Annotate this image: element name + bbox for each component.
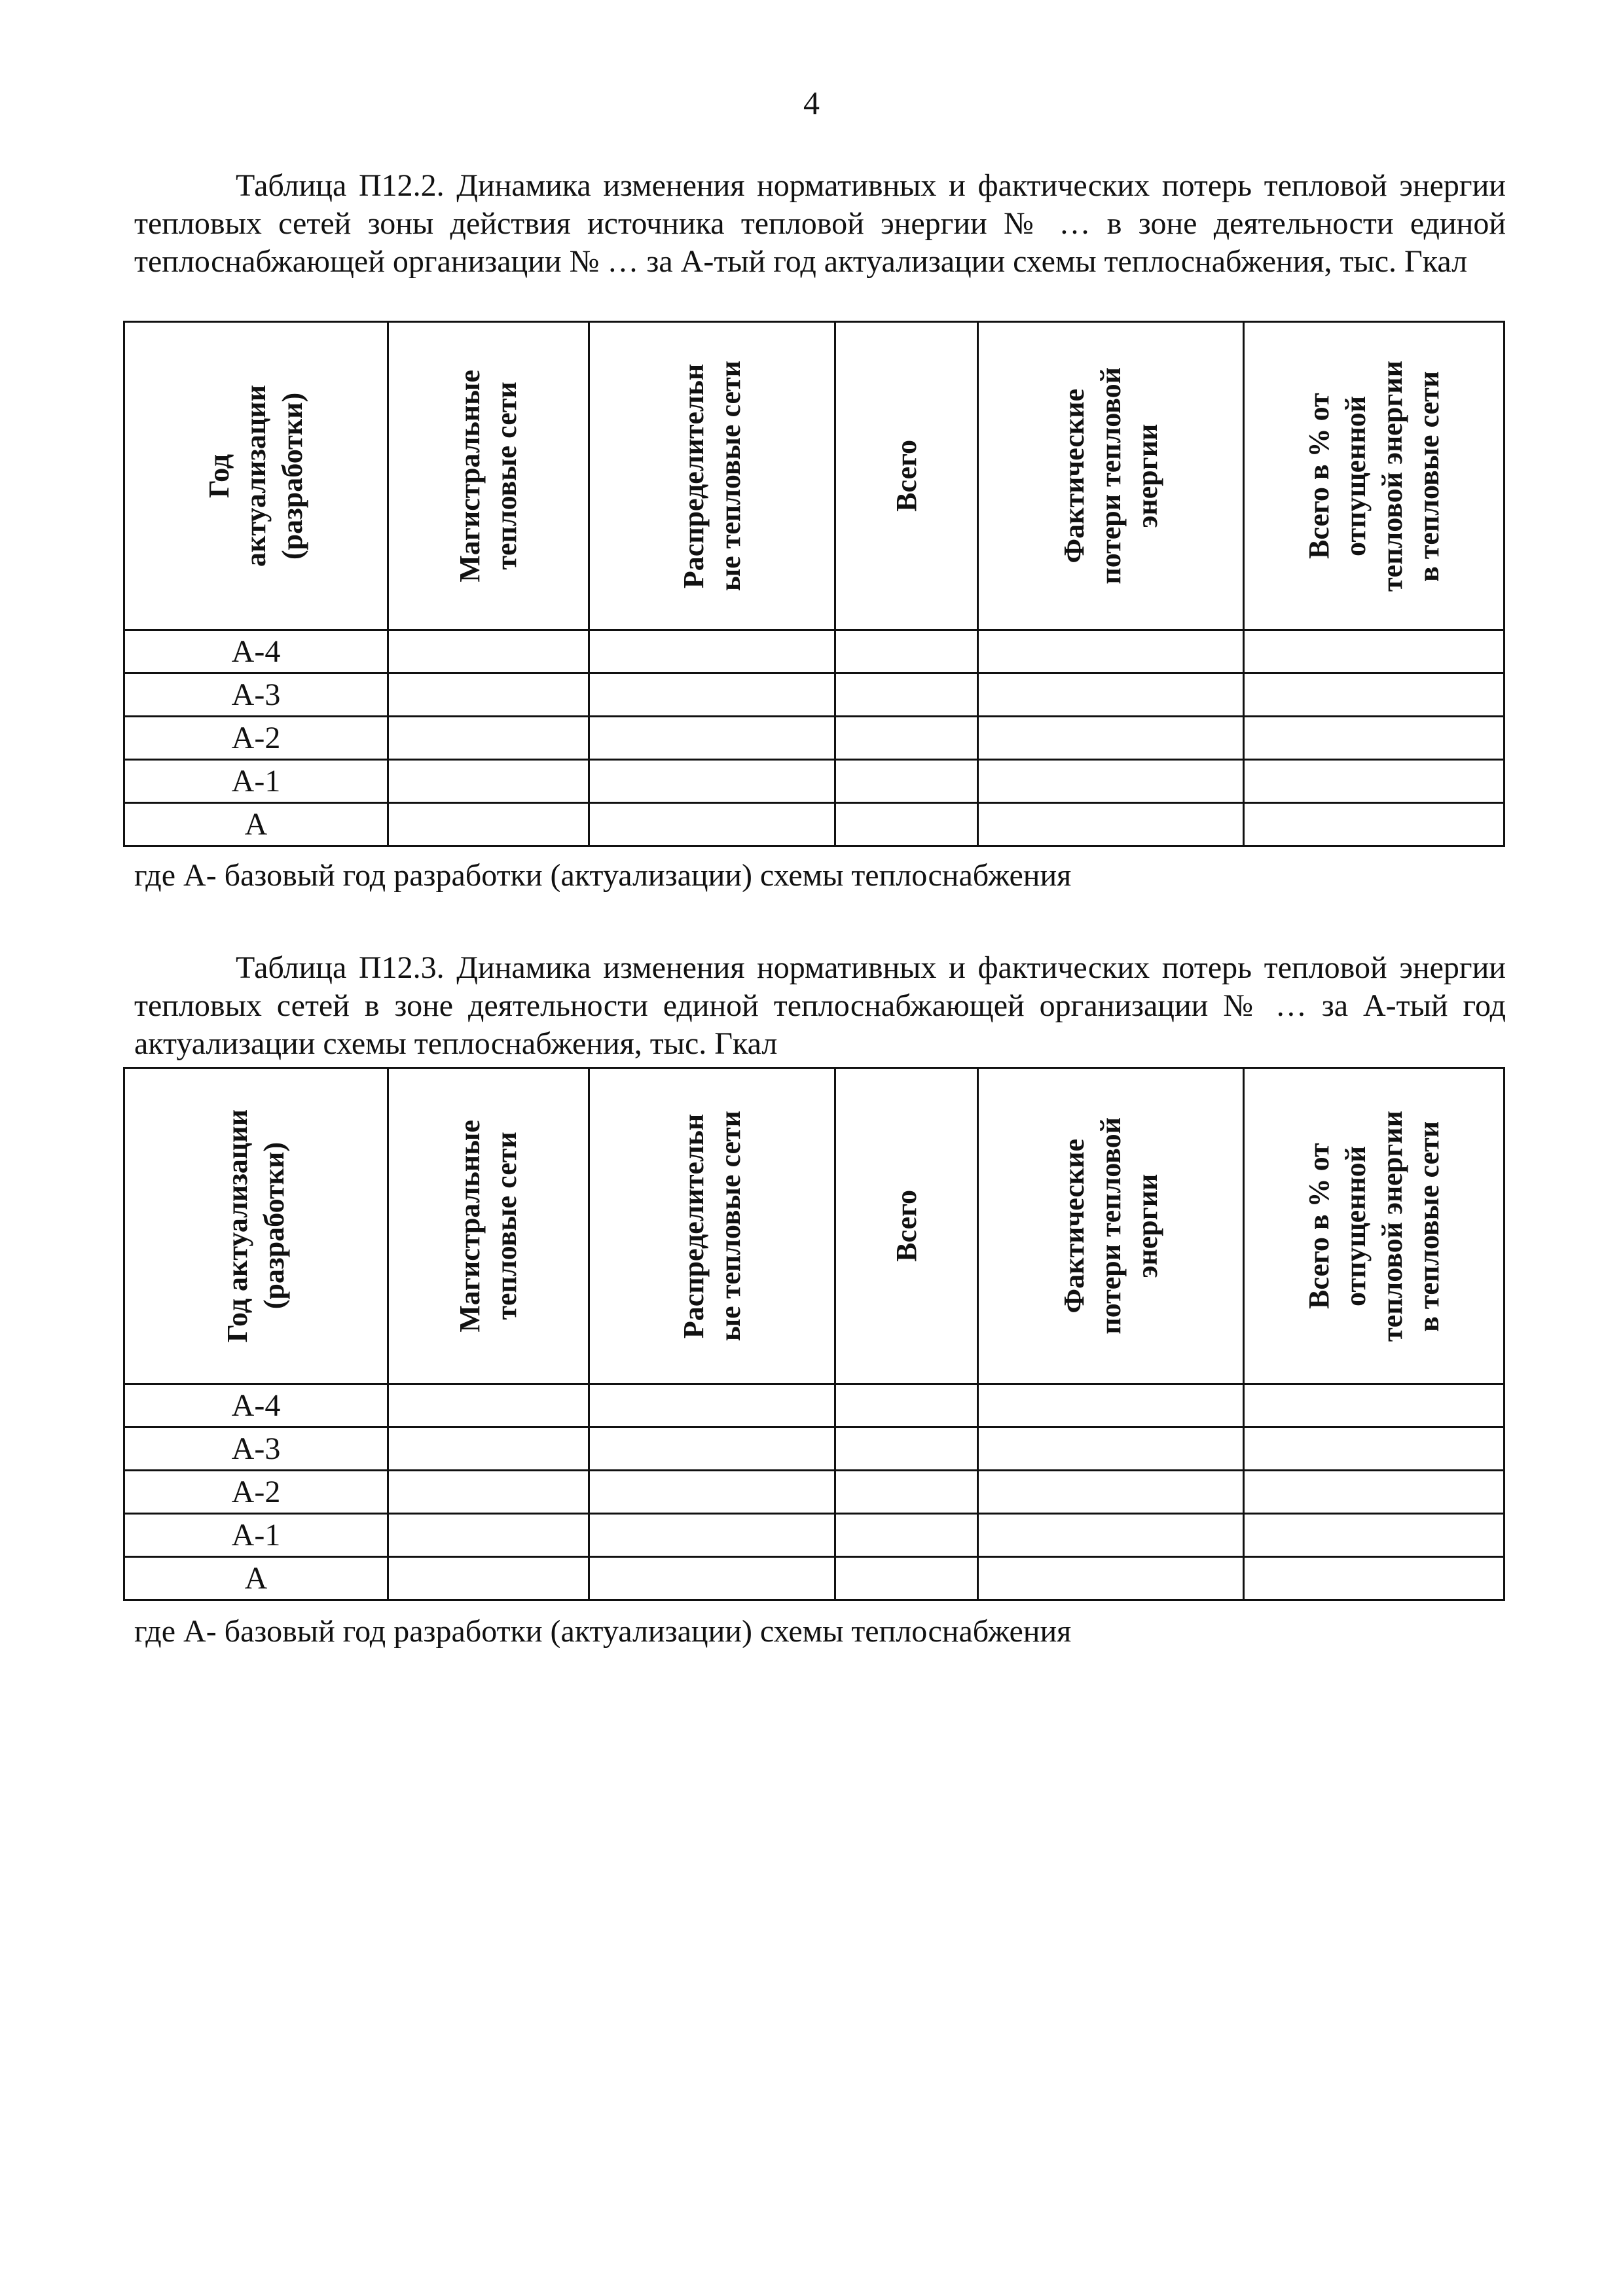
column-header [978,1068,1244,1384]
value-cell [388,760,589,803]
value-cell [589,1471,835,1514]
column-header-line: потери тепловой [1094,1117,1127,1335]
value-cell [589,630,835,673]
table-row [124,1471,1504,1514]
table-row [124,1384,1504,1427]
column-header [124,1068,388,1384]
column-header-line: Фактические [1057,1138,1090,1314]
value-cell [589,673,835,717]
value-cell [978,803,1244,846]
column-header [589,322,835,630]
column-header [835,322,978,630]
value-cell [1244,1471,1504,1514]
column-header-line: тепловой энергии [1376,360,1408,592]
header-row [124,322,1504,630]
value-cell [388,1427,589,1471]
value-cell [835,1514,978,1557]
value-cell [1244,717,1504,760]
value-cell [978,1471,1244,1514]
value-cell [388,1471,589,1514]
column-header-line: тепловые сети [490,382,522,570]
value-cell [1244,630,1504,673]
column-header-line: Год актуализации [221,1109,253,1343]
year-cell: А-2 [124,717,388,760]
data-table [123,1067,1505,1601]
table-caption: Таблица П12.2. Динамика изменения нормативных и фактических потерь тепловой энергии тепловых сетей зоны действия источника тепловой энергии № … в зоне деятельности единой теплоснабжающей организации № … за А-тый год актуализации схемы теплоснабжения, тыс. Гкал [134,168,1506,279]
table-note: где А- базовый год разработки (актуализации) схемы теплоснабжения [134,1614,1072,1649]
table-row [124,717,1504,760]
column-header-line: Всего [890,1190,922,1262]
table-row [124,1514,1504,1557]
column-header-line: в тепловые сети [1412,370,1445,582]
value-cell [978,717,1244,760]
value-cell [835,1427,978,1471]
value-cell [1244,673,1504,717]
column-header [388,322,589,630]
column-header [589,1068,835,1384]
page-number: 4 [803,84,820,121]
column-header-line: отпущенной [1339,1145,1372,1306]
column-header-line: Магистральные [454,1119,486,1333]
value-cell [835,717,978,760]
column-header-line: энергии [1131,423,1163,528]
value-cell [589,717,835,760]
column-header-line: актуализации [240,385,272,567]
value-cell [978,1557,1244,1600]
value-cell [835,760,978,803]
column-header-line: отпущенной [1339,395,1372,556]
value-cell [978,760,1244,803]
column-header-line: (разработки) [276,392,308,560]
column-header-line: Всего в % от [1302,1143,1335,1309]
table-note: где А- базовый год разработки (актуализации) схемы теплоснабжения [134,858,1072,893]
value-cell [978,630,1244,673]
value-cell [1244,1514,1504,1557]
column-header [1244,1068,1504,1384]
column-header-line: Год [203,454,235,498]
column-header-line: ые тепловые сети [714,360,746,592]
column-header-line: (разработки) [258,1142,290,1310]
column-header-line: Распределительн [677,363,710,588]
column-header-line: Всего в % от [1302,393,1335,559]
value-cell [835,1557,978,1600]
column-header-line: Распределительн [677,1113,710,1338]
table-row [124,673,1504,717]
column-header-line: в тепловые сети [1412,1120,1445,1332]
value-cell [835,673,978,717]
column-header-line: Фактические [1057,388,1090,564]
column-header [124,322,388,630]
value-cell [1244,1427,1504,1471]
table-row [124,803,1504,846]
column-header [388,1068,589,1384]
year-cell: А [124,803,388,846]
year-cell: А-3 [124,1427,388,1471]
value-cell [388,1514,589,1557]
year-cell: А-1 [124,1514,388,1557]
value-cell [1244,803,1504,846]
table-row [124,630,1504,673]
year-cell: А-4 [124,630,388,673]
table-row [124,760,1504,803]
value-cell [388,1384,589,1427]
value-cell [589,1514,835,1557]
table-row [124,1427,1504,1471]
year-cell: А [124,1557,388,1600]
value-cell [388,803,589,846]
column-header-line: тепловой энергии [1376,1110,1408,1342]
value-cell [589,760,835,803]
year-cell: А-2 [124,1471,388,1514]
value-cell [589,1557,835,1600]
data-table [123,321,1505,847]
table-caption: Таблица П12.3. Динамика изменения нормативных и фактических потерь тепловой энергии тепловых сетей в зоне деятельности единой теплоснабжающей организации № … за А-тый год актуализации схемы теплоснабжения, тыс. Гкал [134,950,1506,1061]
value-cell [1244,1557,1504,1600]
year-cell: А-1 [124,760,388,803]
value-cell [388,673,589,717]
value-cell [835,1384,978,1427]
value-cell [589,803,835,846]
column-header-line: Магистральные [454,369,486,583]
value-cell [978,1514,1244,1557]
value-cell [835,1471,978,1514]
value-cell [1244,1384,1504,1427]
value-cell [978,1427,1244,1471]
column-header-line: тепловые сети [490,1132,522,1320]
column-header [835,1068,978,1384]
value-cell [835,803,978,846]
column-header-line: Всего [890,440,922,512]
value-cell [835,630,978,673]
column-header [1244,322,1504,630]
header-row [124,1068,1504,1384]
value-cell [589,1384,835,1427]
value-cell [1244,760,1504,803]
value-cell [589,1427,835,1471]
year-cell: А-3 [124,673,388,717]
year-cell: А-4 [124,1384,388,1427]
column-header-line: ые тепловые сети [714,1110,746,1342]
column-header-line: потери тепловой [1094,367,1127,584]
value-cell [978,1384,1244,1427]
column-header-line: энергии [1131,1174,1163,1278]
column-header [978,322,1244,630]
table-row [124,1557,1504,1600]
value-cell [388,1557,589,1600]
value-cell [978,673,1244,717]
value-cell [388,717,589,760]
value-cell [388,630,589,673]
